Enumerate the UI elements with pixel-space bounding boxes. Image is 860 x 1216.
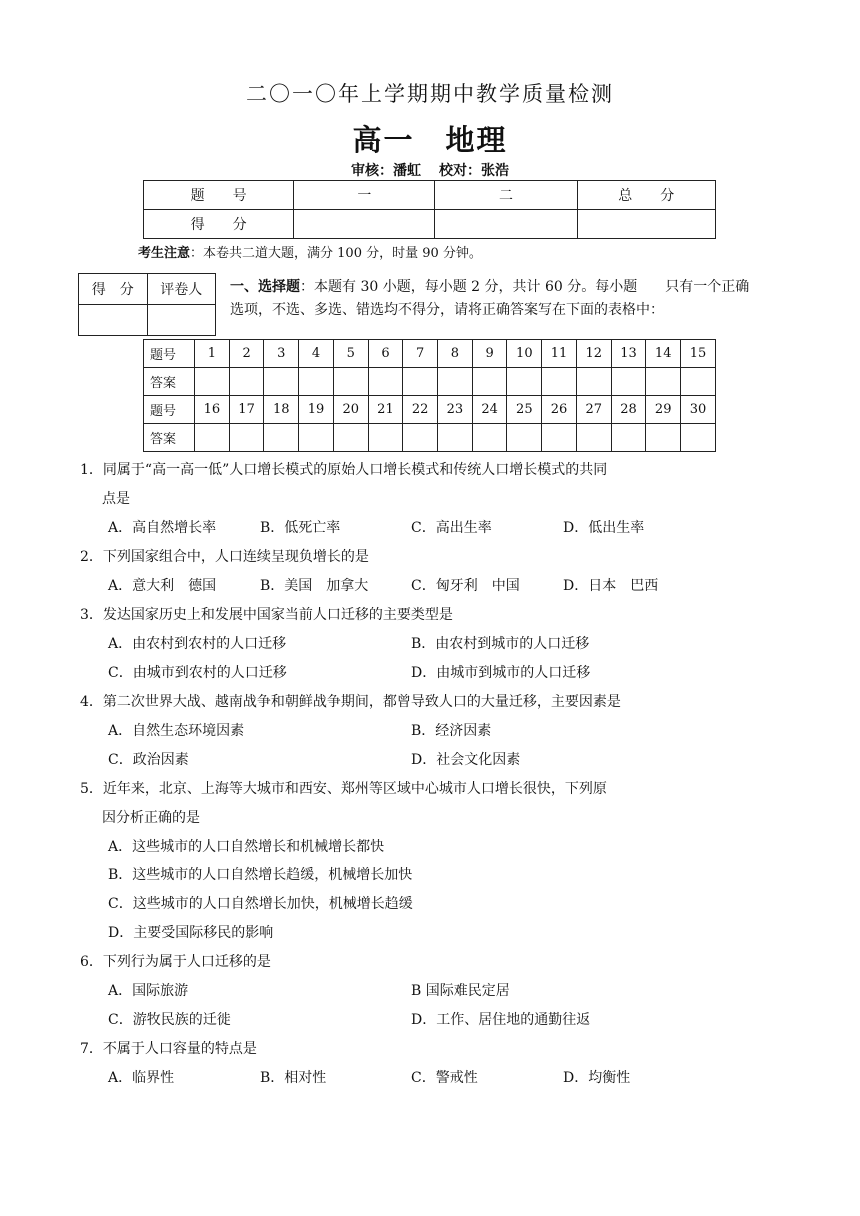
answer-grid-answer-cell[interactable]: [229, 424, 264, 452]
answer-grid-number: 10: [507, 340, 542, 368]
question-6-stem: 6．下列行为属于人口迁移的是: [80, 954, 271, 970]
question-1-option-b[interactable]: B．低死亡率: [260, 520, 341, 536]
answer-grid-answer-cell[interactable]: [472, 368, 507, 396]
answer-grid-answer-cell[interactable]: [229, 368, 264, 396]
question-1-stem: 1．同属于“高一高一低”人口增长模式的原始人口增长模式和传统人口增长模式的共同: [80, 462, 608, 478]
answer-grid-answer-cell[interactable]: [195, 368, 230, 396]
answer-grid-answer-cell[interactable]: [264, 424, 299, 452]
answer-grid-answer-row: [144, 368, 716, 396]
grader-entry-cell[interactable]: [79, 305, 148, 336]
question-2-stem: 2．下列国家组合中，人口连续呈现负增长的是: [80, 549, 369, 565]
question-6-option-b[interactable]: B 国际难民定居: [411, 983, 510, 999]
score-table-cell: 二: [435, 181, 577, 210]
answer-grid-number: 28: [611, 396, 646, 424]
question-7-option-c[interactable]: C．警戒性: [411, 1070, 478, 1086]
exam-title: 二〇一〇年上学期期中教学质量检测: [246, 82, 614, 106]
score-table-cell: 题 号: [144, 181, 294, 210]
question-2-option-d[interactable]: D．日本 巴西: [563, 578, 659, 594]
answer-grid-number: 30: [681, 396, 716, 424]
score-table-header-row: [144, 181, 716, 210]
question-3-stem: 3．发达国家历史上和发展中国家当前人口迁移的主要类型是: [80, 607, 453, 623]
section-instructions-line: 选项，不选、多选、错选均不得分，请将正确答案写在下面的表格中：: [230, 302, 664, 318]
answer-grid-label: 答案: [144, 424, 195, 452]
question-4-option-d[interactable]: D．社会文化因素: [411, 752, 521, 768]
answer-grid-answer-cell[interactable]: [368, 424, 403, 452]
answer-grid-number: 19: [299, 396, 334, 424]
question-2-option-b[interactable]: B．美国 加拿大: [260, 578, 369, 594]
answer-grid-answer-cell[interactable]: [542, 368, 577, 396]
answer-grid-number: 5: [333, 340, 368, 368]
question-3-option-a[interactable]: A．由农村到农村的人口迁移: [108, 636, 287, 652]
question-4-option-b[interactable]: B．经济因素: [411, 723, 492, 739]
answer-grid-answer-cell[interactable]: [368, 368, 403, 396]
answer-grid-number: 24: [472, 396, 507, 424]
answer-grid-number: 23: [438, 396, 473, 424]
question-7-option-d[interactable]: D．均衡性: [563, 1070, 631, 1086]
answer-grid-answer-cell[interactable]: [542, 424, 577, 452]
exam-notice: [138, 242, 482, 261]
grader-table-header-row: [79, 274, 216, 305]
answer-grid-number: 27: [576, 396, 611, 424]
answer-grid-number: 14: [646, 340, 681, 368]
answer-grid-number: 15: [681, 340, 716, 368]
answer-grid-number: 25: [507, 396, 542, 424]
answer-grid-number: 7: [403, 340, 438, 368]
answer-grid-answer-cell[interactable]: [681, 368, 716, 396]
answer-grid-number: 20: [333, 396, 368, 424]
answer-grid-number: 13: [611, 340, 646, 368]
grader-table-cell: 评卷人: [147, 274, 215, 305]
notice-label: 考生注意: [138, 246, 191, 261]
answer-grid-label: 答案: [144, 368, 195, 396]
answer-grid-number: 3: [264, 340, 299, 368]
question-5-option-a[interactable]: A．这些城市的人口自然增长和机械增长都快: [108, 839, 385, 855]
answer-grid-number: 12: [576, 340, 611, 368]
answer-grid-number: 18: [264, 396, 299, 424]
answer-grid-number-row: [144, 340, 716, 368]
answer-grid-answer-cell[interactable]: [646, 368, 681, 396]
answer-grid-answer-cell[interactable]: [438, 424, 473, 452]
answer-grid-number: 21: [368, 396, 403, 424]
question-6-option-c[interactable]: C．游牧民族的迁徙: [108, 1012, 231, 1028]
question-5-stem: 5．近年来，北京、上海等大城市和西安、郑州等区域中心城市人口增长很快，下列原: [80, 781, 607, 797]
score-table-cell: 总 分: [577, 181, 715, 210]
answer-grid-answer-cell[interactable]: [576, 368, 611, 396]
answer-grid-answer-cell[interactable]: [611, 368, 646, 396]
answer-grid-answer-cell[interactable]: [576, 424, 611, 452]
answer-grid: [143, 339, 716, 452]
answer-grid-answer-cell[interactable]: [646, 424, 681, 452]
question-4-stem: 4．第二次世界大战、越南战争和朝鲜战争期间，都曾导致人口的大量迁移，主要因素是: [80, 694, 621, 710]
answer-grid-answer-cell[interactable]: [333, 424, 368, 452]
score-entry-cell[interactable]: [435, 210, 577, 239]
grader-table-cell: 得 分: [79, 274, 148, 305]
score-table-cell: 一: [294, 181, 435, 210]
answer-grid-answer-cell[interactable]: [264, 368, 299, 396]
section-instructions: [230, 276, 749, 296]
grader-table-entry-row: [79, 305, 216, 336]
answer-grid-answer-cell[interactable]: [507, 368, 542, 396]
score-table-cell: 得 分: [144, 210, 294, 239]
score-entry-cell[interactable]: [577, 210, 715, 239]
answer-grid-answer-cell[interactable]: [681, 424, 716, 452]
answer-grid-answer-cell[interactable]: [611, 424, 646, 452]
answer-grid-answer-cell[interactable]: [403, 424, 438, 452]
answer-grid-answer-row: [144, 424, 716, 452]
answer-grid-number: 6: [368, 340, 403, 368]
answer-grid-answer-cell[interactable]: [299, 368, 334, 396]
answer-grid-answer-cell[interactable]: [472, 424, 507, 452]
answer-grid-number: 26: [542, 396, 577, 424]
answer-grid-number-row: [144, 396, 716, 424]
grader-table: [78, 273, 216, 336]
subject-title: 高一 地理: [352, 123, 508, 157]
question-1-stem-cont: 点是: [102, 491, 130, 507]
question-4-option-c[interactable]: C．政治因素: [108, 752, 189, 768]
answer-grid-number: 9: [472, 340, 507, 368]
question-5-option-d[interactable]: D．主要受国际移民的影响: [108, 925, 274, 941]
answer-grid-number: 4: [299, 340, 334, 368]
score-table: [143, 180, 716, 239]
answer-grid-number: 29: [646, 396, 681, 424]
question-6-option-a[interactable]: A．国际旅游: [108, 983, 189, 999]
answer-grid-answer-cell[interactable]: [299, 424, 334, 452]
staff-line: [0, 160, 860, 180]
answer-grid-number: 2: [229, 340, 264, 368]
question-4-option-a[interactable]: A．自然生态环境因素: [108, 723, 245, 739]
question-1-option-d[interactable]: D．低出生率: [563, 520, 645, 536]
section-instructions-line: ：本题有 30 小题，每小题 2 分，共计 60 分。每小题 只有一个正确: [300, 279, 750, 295]
question-7-option-a[interactable]: A．临界性: [108, 1070, 175, 1086]
section-title: 一、选择题: [230, 279, 300, 295]
question-5-option-b[interactable]: B．这些城市的人口自然增长趋缓，机械增长加快: [108, 867, 413, 883]
notice-text: ：本卷共二道大题，满分 100 分，时量 90 分钟。: [190, 246, 482, 261]
answer-grid-number: 22: [403, 396, 438, 424]
answer-grid-number: 8: [438, 340, 473, 368]
answer-grid-label: 题号: [144, 396, 195, 424]
answer-grid-number: 17: [229, 396, 264, 424]
score-entry-cell[interactable]: [294, 210, 435, 239]
question-7-option-b[interactable]: B．相对性: [260, 1070, 327, 1086]
question-1-option-a[interactable]: A．高自然增长率: [108, 520, 217, 536]
question-3-option-d[interactable]: D．由城市到城市的人口迁移: [411, 665, 591, 681]
answer-grid-number: 16: [195, 396, 230, 424]
answer-grid-answer-cell[interactable]: [195, 424, 230, 452]
question-5-stem-cont: 因分析正确的是: [102, 810, 200, 826]
answer-grid-number: 1: [195, 340, 230, 368]
question-3-option-b[interactable]: B．由农村到城市的人口迁移: [411, 636, 590, 652]
answer-grid-answer-cell[interactable]: [507, 424, 542, 452]
answer-grid-answer-cell[interactable]: [403, 368, 438, 396]
question-7-stem: 7．不属于人口容量的特点是: [80, 1041, 257, 1057]
grader-entry-cell[interactable]: [147, 305, 215, 336]
question-1-option-c[interactable]: C．高出生率: [411, 520, 492, 536]
answer-grid-answer-cell[interactable]: [333, 368, 368, 396]
question-5-option-c[interactable]: C．这些城市的人口自然增长加快，机械增长趋缓: [108, 896, 413, 912]
score-table-score-row: [144, 210, 716, 239]
answer-grid-label: 题号: [144, 340, 195, 368]
question-2-option-c[interactable]: C．匈牙利 中国: [411, 578, 520, 594]
question-3-option-c[interactable]: C．由城市到农村的人口迁移: [108, 665, 287, 681]
answer-grid-number: 11: [542, 340, 577, 368]
reviewer: 审核：潘虹: [351, 163, 421, 179]
proofreader: 校对：张浩: [439, 163, 509, 179]
question-2-option-a[interactable]: A．意大利 德国: [108, 578, 217, 594]
question-6-option-d[interactable]: D．工作、居住地的通勤往返: [411, 1012, 591, 1028]
answer-grid-answer-cell[interactable]: [438, 368, 473, 396]
